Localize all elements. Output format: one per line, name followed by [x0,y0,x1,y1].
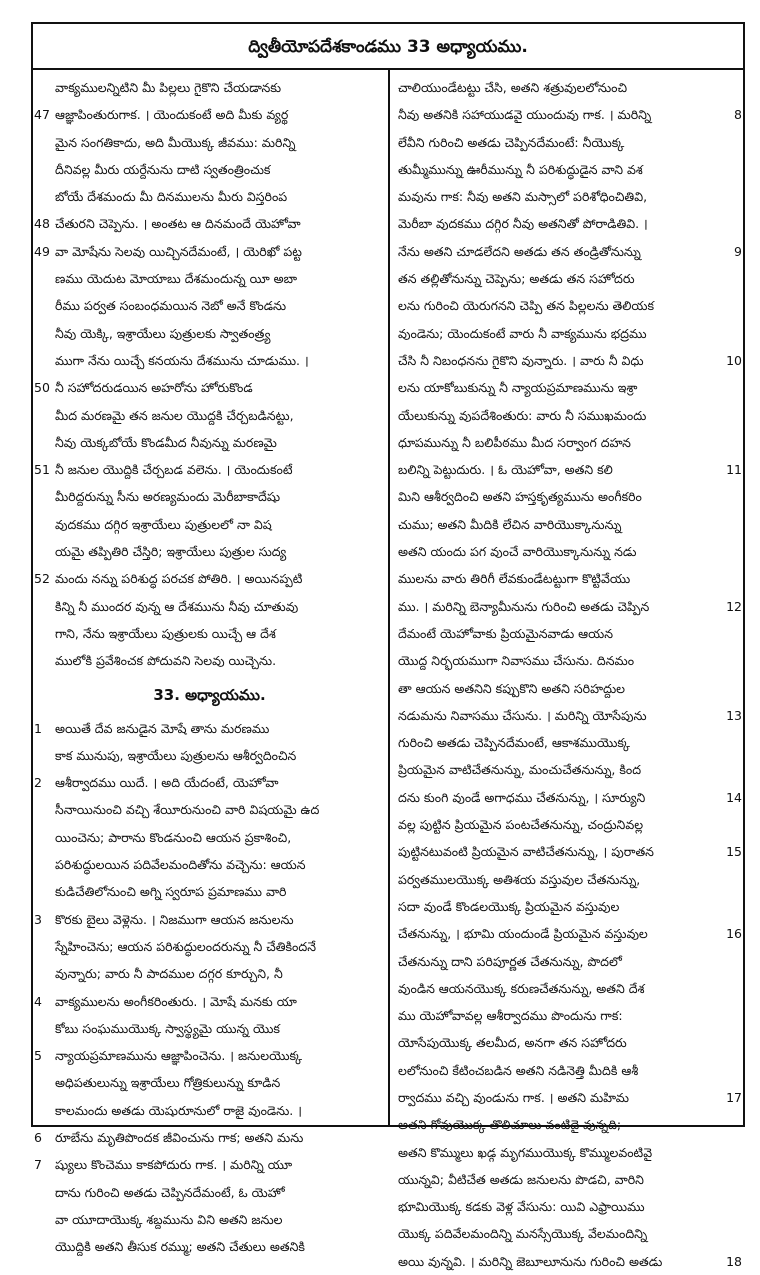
verse-text: యమై తప్పితిరి చేస్తిరి; ఇశ్రాయేలు పుత్రుల సుద్య [55,544,287,560]
text-line [33,101,386,128]
text-line [392,1084,743,1111]
verse-text: తుమ్మీమున్ను ఊరీమున్ను నీ పరిశుద్ధుడైన వాని వశ [398,161,643,177]
text-line [392,893,743,920]
text-line [392,565,743,592]
verse-text: ర్వాదము వచ్చి వుండును గాక. । అతని మహిమ [398,1089,629,1105]
text-line [33,1179,386,1206]
text-line [33,715,386,742]
verse-text: వుండిన ఆయనయొక్క కరుణచేతనున్ను, అతని దేశ [398,980,645,996]
verse-text: తా ఆయన అతనిని కప్పుకొని అతని సరిహద్దుల [398,680,626,696]
page-frame [31,22,745,1269]
text-line [33,906,386,933]
text-line [392,975,743,1002]
verse-text: ఆజ్ఞాపింతురుగాక. । యెందుకంటే అది మీకు వ్యర్థ [55,107,289,123]
text-line [33,1097,386,1124]
verse-text: వాక్యములను అంగీకరింతురు. । మోషే మనకు యా [55,993,297,1009]
text-line [33,851,386,878]
text-line [392,1248,743,1275]
text-line [392,101,743,128]
text-line [392,1193,743,1220]
text-line [392,729,743,756]
verse-text: వున్నారు; వారు నీ పాదముల దగ్గర కూర్చుని, నీ [55,966,283,982]
verse-text: మీరిద్దరున్ను సీను అరణ్యమందు మెరీబాకాదేషు [55,489,281,505]
verse-text: చేతనున్ను, । భూమి యందుండే ప్రియమైన వస్తువుల [398,926,648,942]
text-line [392,811,743,838]
verse-text: ష్యులు కొంచెము కాకపోదురు గాక. । మరిన్ని యూ [55,1157,293,1173]
verse-number: 6 [34,1129,42,1145]
text-line [392,374,743,401]
verse-text: అతని కొమ్ములు ఖడ్గ మృగముయొక్క కొమ్ములవంటివై [398,1144,653,1160]
text-line [33,456,386,483]
text-line [33,429,386,456]
text-line [392,647,743,674]
text-line [33,565,386,592]
verse-text: బోయే దేశమందు మీ దినములను మీరు విస్తరింప [55,189,288,205]
verse-text: వుదకము దగ్గిర ఇశ్రాయేలు పుత్రులలో నా విష [55,516,272,532]
chapter-heading: 33. అధ్యాయము. [153,685,266,704]
verse-text: కోబు సంఘముయొక్క స్వాస్థ్యమై యున్న యొక [55,1020,280,1036]
text-line [33,1233,386,1260]
text-line [392,210,743,237]
text-line [33,742,386,769]
text-line [33,1069,386,1096]
text-line [33,156,386,183]
verse-text: న్యాయప్రమాణమును ఆజ్ఞాపించెను. । జనులయొక్క [55,1048,303,1064]
verse-text: మీద మరణమై తన జనుల యొద్దకి చేర్చబడినట్టు, [55,407,294,423]
verse-text: వుండెను; యెందుకంటే వారు నీ వాక్యమును భద్రము [398,325,647,341]
text-line [33,129,386,156]
text-line [392,1029,743,1056]
text-line [33,620,386,647]
verse-text: నీవు యెక్కి, ఇశ్రాయేలు పుత్రులకు స్వాతంత్ర్య [55,325,271,341]
text-line [392,1111,743,1138]
text-line [33,402,386,429]
verse-number: 50 [34,380,50,396]
text-line [33,1206,386,1233]
verse-text: చుము; అతని మీదికి లేచిన వారియొక్కానున్ను [398,516,622,532]
verse-text: ణము యెదుట మోయాబు దేశమందున్న యీ అబా [55,271,298,287]
verse-text: చేసి నీ నిబంధనను గైకొని వున్నారు. । వారు నీ విధు [398,352,644,368]
verse-text: నీ సహోదరుడయిన అహరోను హోరుకొండ [55,380,253,396]
verse-text: యించెను; పారాను కొండనుంచి ఆయన ప్రకాశించి, [55,829,292,845]
text-line [33,960,386,987]
verse-text: మందు నన్ను పరిశుద్ధ పరచక పోతిరి. । అయినప్పటి [55,571,303,587]
verse-number: 13 [726,707,742,723]
verse-number: 12 [726,598,742,614]
verse-text: గాని, నేను ఇశ్రాయేలు పుత్రులకు యిచ్చే ఆ దేశ [55,625,276,641]
verse-text: బలిన్ని పెట్టుదురు. । ఓ యెహోవా, అతని కలి [398,462,613,478]
text-line [392,265,743,292]
text-line [392,920,743,947]
text-line [392,593,743,620]
verse-number: 17 [726,1089,742,1105]
verse-number: 51 [34,462,50,478]
verse-number: 1 [34,720,42,736]
text-line [392,347,743,374]
verse-text: వల్ల పుట్టిన ప్రియమైన పంటచేతనున్ను, చంద్రునివల్ల [398,817,644,833]
text-line [392,784,743,811]
verse-text: నీ జనుల యొద్దికి చేర్చబడ వలెను. । యెందుకంటే [55,462,293,478]
verse-text: అయి వున్నవి. । మరిన్ని జెబూలూనును గురించి అతడు [398,1253,663,1269]
verse-text: కిన్ని నీ ముందర వున్న ఆ దేశమును నీవు చూతువు [55,598,299,614]
text-line [392,1166,743,1193]
verse-number: 49 [34,243,50,259]
text-line [33,769,386,796]
verse-text: పర్వతములయొక్క అతిశయ వస్తువుల చేతనున్ను, [398,871,641,887]
verse-number: 11 [726,462,742,478]
verse-text: తన తల్లితోనున్ను చెప్పెను; అతడు తన సహోదరు [398,271,635,287]
text-line [392,456,743,483]
text-line [33,1042,386,1069]
text-line [392,838,743,865]
verse-text: యొద్ద నిర్భయముగా నివాసము చేసును. దినమం [398,653,635,669]
verse-text: ములను వారు తిరిగీ లేవకుండేటట్టుగా కొట్టివేయు [398,571,631,587]
verse-text: ము యెహోవావల్ల ఆశీర్వాదము పొందును గాక: [398,1008,623,1024]
text-line [392,429,743,456]
verse-number: 5 [34,1048,42,1064]
verse-text: మెరీబా వుదకము దగ్గిర నీవు అతనితో పోరాడితివి. । [398,216,648,232]
verse-text: వా మోషేను సెలవు యిచ్చినదేమంటే, । యెరిఖో పట్ట [55,243,302,259]
verse-number: 8 [734,107,742,123]
verse-number: 9 [734,243,742,259]
text-line [392,948,743,975]
text-line [33,988,386,1015]
verse-text: గురించి అతడు చెప్పినదేమంటే, ఆకాశముయొక్క [398,735,630,751]
verse-text: నడుమను నివాసము చేసును. । మరిన్ని యోసేపును [398,707,647,723]
text-line [392,129,743,156]
verse-text: చేతురని చెప్పెను. । అంతట ఆ దినమందే యెహోవా [55,216,301,232]
verse-text: చాలియుండేటట్టు చేసి, అతని శత్రువులలోనుంచి [398,80,628,95]
verse-number: 10 [726,352,742,368]
verse-text: యొద్దికి అతని తీసుక రమ్ము; అతని చేతులు అతనికి [55,1239,305,1255]
text-line [33,183,386,210]
text-line [392,1139,743,1166]
verse-text: నీవు యెక్కబోయే కొండమీద నీవున్ను మరణమై [55,434,277,450]
verse-text: ము. । మరిన్ని బెన్యామీనును గురించి అతడు చెప్పిన [398,598,650,614]
page-header: ద్వితీయోపదేశకాండము 33 అధ్యాయము. [33,24,743,70]
text-line [33,210,386,237]
verse-text: మైన సంగతికాదు, అది మీయొక్క జీవము: మరిన్ని [55,134,296,150]
text-line [33,1124,386,1151]
verse-text: పుట్టినటువంటి ప్రియమైన వాటిచేతనున్ను, । పురాతన [398,844,654,860]
text-line [392,511,743,538]
verse-text: వాక్యములన్నిటిని మీ పిల్లలు గైకొని చేయడానకు [55,80,282,95]
text-line [33,593,386,620]
verse-text: వా యూదాయొక్క శబ్దమును విని అతని జనుల [55,1211,283,1227]
verse-text: దేమంటే యెహోవాకు ప్రియమైనవాడు ఆయన [398,625,613,641]
verse-number: 7 [34,1157,42,1173]
verse-text: భూమియొక్క కడకు వెళ్ల వేసును: యివి ఎఫ్రాయిము [398,1199,645,1215]
text-line [392,756,743,783]
text-line [392,702,743,729]
verse-text: అతని యందు పగ వుంచే వారియొక్కానున్ను నడు [398,544,637,560]
verse-text: లేవీని గురించి అతడు చెప్పినదేమంటే: నీయొక్క [398,134,625,150]
verse-number: 47 [34,107,50,123]
verse-text: అధిపతులున్ను ఇశ్రాయేలు గోత్రికులున్ను కూడిన [55,1075,281,1091]
verse-text: సదా వుండే కొండలయొక్క ప్రియమైన వస్తువుల [398,898,620,914]
verse-text: కుడిచేతిలోనుంచి అగ్ని స్వరూప ప్రమాణము వారి [55,884,287,900]
verse-text: రీము పర్వత సంబంధమయిన నెబో అనే కొండను [55,298,287,314]
text-line [392,238,743,265]
verse-text: లలోనుంచి కేటించబడిన అతని నడినెత్తి మీదికి ఆశీ [398,1062,639,1078]
text-line [33,796,386,823]
verse-text: యొక్క పదివేలమందిన్ని మనస్సేయొక్క వేలమందిన్ని [398,1226,648,1242]
text-line [33,483,386,510]
text-line [33,647,386,674]
verse-text: యోసేపుయొక్క తలమీద, అనగా తన సహోదరు [398,1035,627,1051]
verse-number: 2 [34,775,42,791]
verse-text: ఆశీర్వాదము యిదే. । అది యేదంటే, యెహోవా [55,775,279,791]
right-column [392,74,743,1269]
text-line [392,483,743,510]
verse-text: యున్నవి; వీటిచేత అతడు జనులను పొడచి, వారిని [398,1171,644,1187]
verse-text: కాలమందు అతడు యెషురూనులో రాజై వుండెను. । [55,1102,302,1118]
left-column [33,74,386,1255]
text-line [392,183,743,210]
verse-text: ములోకి ప్రవేశించక పోదువని సెలవు యిచ్చెను. [55,653,277,669]
verse-number: 16 [726,926,742,942]
verse-text: లను గురించి యెరుగనని చెప్పి తన పిల్లలను తెలియక [398,298,655,314]
verse-text: సీనాయినుంచి వచ్చి శేయీరునుంచి వారి విషయమై ఉద [55,802,320,818]
text-line [392,620,743,647]
verse-text: లను యాకోబుకున్ను నీ న్యాయప్రమాణమును ఇశ్రా [398,380,638,396]
text-line [33,347,386,374]
verse-number: 3 [34,911,42,927]
verse-number: 48 [34,216,50,232]
verse-text: చేతనున్ను దాని పరిపూర్ణత చేతనున్ను, పొదలో [398,953,622,969]
verse-number: 14 [726,789,742,805]
text-line [392,1220,743,1247]
text-line [33,1151,386,1178]
verse-text: దాను గురించి అతడు చెప్పినదేమంటే, ఓ యెహో [55,1184,285,1200]
verse-text: యేలుకున్ను వుపదేశింతురు: వారు నీ సముఖమందు [398,407,647,423]
verse-text: కాక మునుపు, ఇశ్రాయేలు పుత్రులను ఆశీర్వదించిన [55,747,297,763]
verse-text: ధూపమున్ను నీ బలిపీఠము మీద సర్వాంగ దహన [398,434,631,450]
verse-text: స్నేహించెను; ఆయన పరిశుద్ధులందరున్ను నీ చేతికిందనే [55,938,316,954]
verse-number: 18 [726,1253,742,1269]
verse-text: మవును గాక: నీవు అతని మస్సాలో పరిశోధించితివి, [398,189,648,205]
text-line [33,933,386,960]
text-line [33,238,386,265]
text-line [392,675,743,702]
text-line [392,402,743,429]
verse-text: నేను అతని చూడలేదని అతడు తన తండ్రితోనున్ను [398,243,641,259]
verse-text: అయితే దేవ జనుడైన మోషే తాను మరణము [55,720,270,736]
text-line [33,824,386,851]
text-line [33,292,386,319]
verse-text: ముగా నేను యిచ్చే కనయను దేశమును చూడుము. । [55,352,309,368]
text-line [392,1002,743,1029]
text-line [33,265,386,292]
text-line [33,1015,386,1042]
column-divider [388,70,390,1127]
verse-text: కొరకు బైలు వెళ్లెను. । నిజముగా ఆయన జనులను [55,911,294,927]
verse-text: రూబేను మృతిపొందక జీవించును గాక; అతని మను [55,1129,304,1145]
verse-text: అతని గోవుయొక్క తొలిచూలు వంటిదై వున్నది; [398,1117,622,1133]
text-line [33,374,386,401]
verse-text: మిని ఆశీర్వదించి అతని హస్తకృత్యమును అంగీకరిం [398,489,642,505]
verse-number: 52 [34,571,50,587]
text-line [33,878,386,905]
text-line [392,538,743,565]
text-line [392,156,743,183]
left-column-lines [33,74,386,675]
verse-text: పరిశుద్ధులయిన పదివేలమందితోను వచ్చెను: ఆయన [55,857,306,873]
text-line [392,292,743,319]
text-line [392,320,743,347]
text-line [33,74,386,101]
verse-text: దీనివల్ల మీరు యర్దేనును దాటి స్వతంత్రించుక [55,161,271,177]
text-line [392,74,743,101]
verse-number: 15 [726,844,742,860]
text-line [392,1057,743,1084]
text-line [392,866,743,893]
verse-number: 4 [34,993,42,1009]
verse-text: ప్రియమైన వాటిచేతనున్ను, మంచుచేతనున్ను, కింద [398,762,642,778]
verse-text: దను కుంగి వుండే అగాధము చేతనున్ను, । సూర్యుని [398,789,646,805]
text-line [33,320,386,347]
text-line [33,538,386,565]
text-line [33,511,386,538]
verse-text: నీవు అతనికి సహాయుడవై యుందువు గాక. । మరిన్ని [398,107,652,123]
left-column-chapter-lines [33,715,386,1261]
